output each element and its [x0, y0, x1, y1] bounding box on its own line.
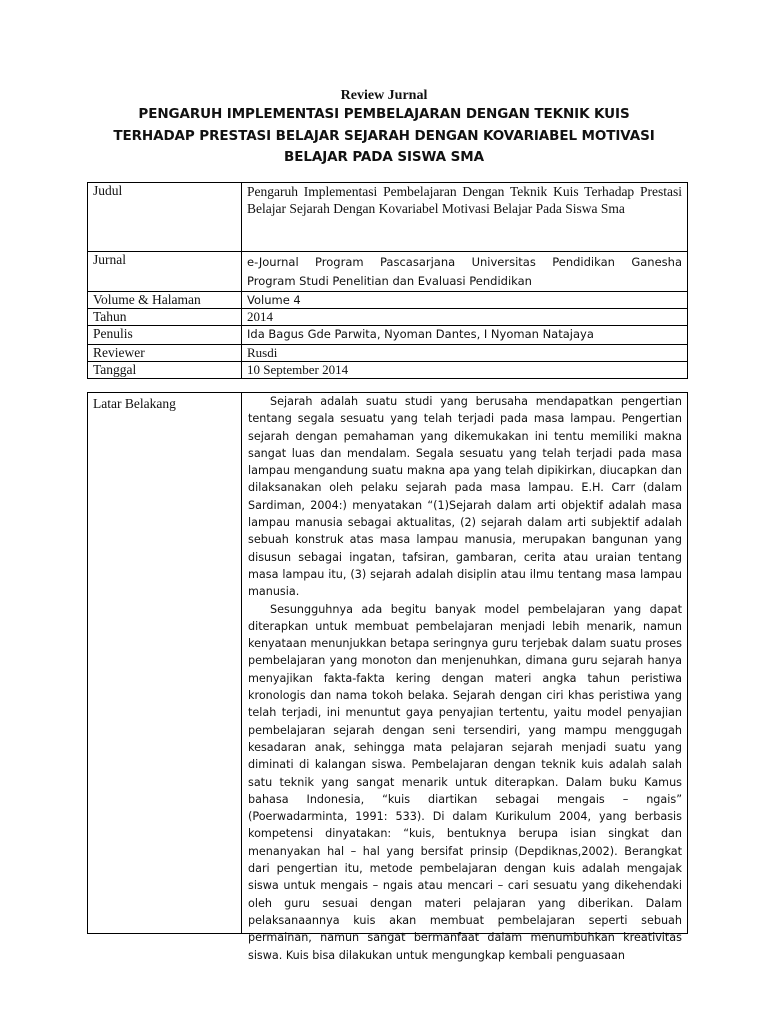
title-line-3: BELAJAR PADA SISWA SMA [284, 149, 484, 165]
meta-row-reviewer [88, 345, 688, 362]
meta-value-jurnal [242, 252, 688, 292]
paragraph-2: Sesungguhnya ada begitu banyak model pembelajaran yang dapat diterapkan untuk membuat pembelajaran menjadi lebih menarik, namun kenyataan menunjukkan betapa seringnya guru terjebak dalam suatu proses pembelajaran yang monoton dan menjenuhkan, dimana guru sejarah hanya menyajikan fakta-fakta kering dengan materi angka tahun peristiwa kronologis dan nama tokoh belaka. Sejarah dengan ciri khas peristiwa yang telah terjadi, ini menuntut gaya penyajian tertentu, yaitu model penyajian pembelajaran sejarah dengan seni tersendiri, yang mampu menggugah kesadaran anak, sehingga mata pelajaran sejarah menjadi suatu yang diminati di kalangan siswa. Pembelajaran dengan teknik kuis adalah salah satu teknik yang sangat menarik untuk diterapkan. Dalam buku Kamus bahasa Indonesia, “kuis diartikan sebagai mengais – ngais” (Poerwadarminta, 1991: 533). Di dalam Kurikulum 2004, yang berbasis kompetensi dinyatakan: “kuis, bentuknya berupa isian singkat dan menanyakan hal – hal yang bersifat prinsip (Depdiknas,2002). Berangkat dari pengertian itu, metode pembelajaran dengan kuis adalah mengajak siswa untuk mengais – ngais atau mencari – cari sesuatu yang dikehendaki oleh guru sesuai dengan materi pelajaran yang diberikan. Dalam pelaksanaannya kuis akan membuat pembelajaran seperti sebuah permainan, namun sangat bermanfaat dalam menumbuhkan kreativitas siswa. Kuis bisa dilakukan untuk mengungkap kembali penguasaan [248, 602, 682, 962]
meta-label-tahun: Tahun [88, 309, 242, 326]
meta-row-judul [88, 183, 688, 252]
review-label: Review Jurnal [340, 88, 428, 103]
meta-row-tanggal [88, 362, 688, 379]
meta-row-volume [88, 292, 688, 309]
title-line-1: PENGARUH IMPLEMENTASI PEMBELAJARAN DENGAN TEKNIK KUIS [138, 106, 630, 122]
latar-belakang-text [248, 393, 682, 962]
latar-belakang-label: Latar Belakang [88, 393, 242, 934]
meta-value-jurnal-line-1: e-Journal Program Pascasarjana Universitas Pendidikan Ganesha [247, 255, 682, 269]
meta-label-tanggal: Tanggal [88, 362, 242, 379]
meta-label-jurnal: Jurnal [88, 252, 242, 292]
latar-belakang-content [242, 393, 688, 962]
meta-value-volume: Volume 4 [242, 292, 688, 309]
document-title [100, 104, 668, 169]
meta-row-penulis [88, 326, 688, 345]
title-line-2: TERHADAP PRESTASI BELAJAR SEJARAH DENGAN KOVARIABEL MOTIVASI [113, 127, 655, 144]
meta-row-jurnal [88, 252, 688, 292]
paragraph-1: Sejarah adalah suatu studi yang berusaha mendapatkan pengertian tentang segala sesuatu yang telah terjadi pada masa lampau. Pengertian sejarah dengan pemahaman yang dikemukakan ini tentu memiliki makna sangat luas dan mendalam. Segala sesuatu yang telah terjadi pada masa lampau mengandung suatu makna apa yang telah dipikirkan, diucapkan dan dilaksanakan oleh pelaku sejarah pada masa lampau. E.H. Carr (dalam Sardiman, 2004:) menyatakan “(1)Sejarah dalam arti objektif adalah masa lampau manusia sebagai aktualitas, (2) sejarah dalam arti subjektif adalah sebuah konstruk atas masa lampau manusia, merupakan bangunan yang disusun sebagai ingatan, tafsiran, gambaran, cerita atau uraian tentang masa lampau itu, (3) sejarah adalah disiplin atau ilmu tentang masa lampau manusia. [248, 395, 682, 599]
meta-label-volume: Volume & Halaman [88, 292, 242, 309]
meta-value-tahun: 2014 [242, 309, 688, 326]
latar-belakang-row [88, 393, 688, 934]
meta-label-reviewer: Reviewer [88, 345, 242, 362]
meta-row-tahun [88, 309, 688, 326]
meta-value-tanggal: 10 September 2014 [242, 362, 688, 379]
meta-label-penulis: Penulis [88, 326, 242, 345]
meta-value-reviewer: Rusdi [242, 345, 688, 362]
journal-meta-table [87, 182, 688, 379]
latar-belakang-table [87, 392, 688, 962]
meta-value-penulis: Ida Bagus Gde Parwita, Nyoman Dantes, I Nyoman Natajaya [242, 326, 688, 345]
meta-label-judul: Judul [88, 183, 242, 252]
meta-value-judul: Pengaruh Implementasi Pembelajaran Dengan Teknik Kuis Terhadap Prestasi Belajar Sejarah Dengan Kovariabel Motivasi Belajar Pada Siswa Sma [242, 183, 688, 252]
meta-value-jurnal-line-2: Program Studi Penelitian dan Evaluasi Pendidikan [247, 274, 532, 288]
